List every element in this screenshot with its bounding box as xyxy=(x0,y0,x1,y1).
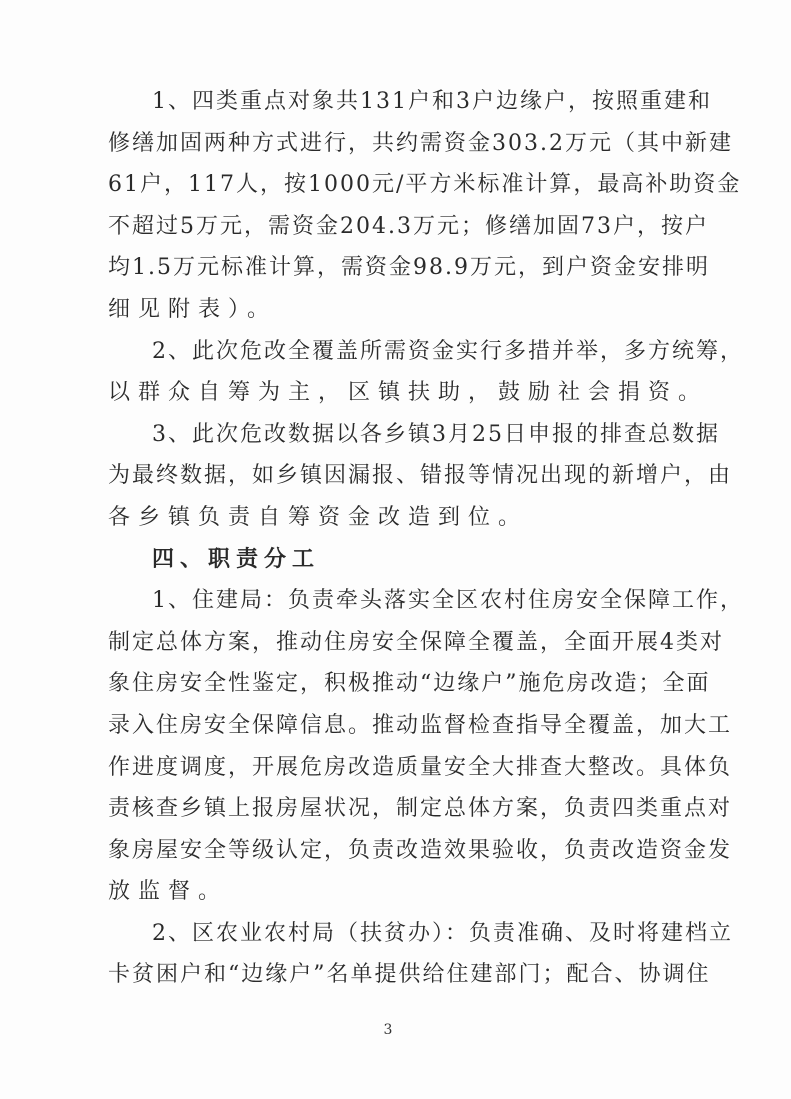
paragraph-line: 2、此次危改全覆盖所需资金实行多措并举，多方统筹， xyxy=(152,338,744,364)
paragraph-line: 细见附表）。 xyxy=(108,296,278,322)
paragraph-line: 61户，117人，按1000元/平方米标准计算，最高补助资金 xyxy=(108,172,742,198)
paragraph-line: 象住房安全性鉴定，积极推动“边缘户”施危房改造；全面 xyxy=(108,671,711,697)
paragraph-line: 象房屋安全等级认定，负责改造效果验收，负责改造资金发 xyxy=(108,837,733,863)
paragraph-line: 2、区农业农村局（扶贫办）：负责准确、及时将建档立 xyxy=(152,920,733,946)
paragraph-line: 不超过5万元，需资金204.3万元；修缮加固73户，按户 xyxy=(108,213,709,239)
paragraph-line: 为最终数据，如乡镇因漏报、错报等情况出现的新增户，由 xyxy=(108,463,733,489)
paragraph-line: 1、住建局：负责牵头落实全区农村住房安全保障工作， xyxy=(152,588,744,614)
paragraph-line: 1、四类重点对象共131户和3户边缘户，按照重建和 xyxy=(152,89,712,114)
paragraph-line: 卡贫困户和“边缘户”名单提供给住建部门；配合、协调住 xyxy=(108,962,711,988)
page-number: 3 xyxy=(383,1022,393,1038)
paragraph-line: 均1.5万元标准计算，需资金98.9万元，到户资金安排明 xyxy=(108,255,710,281)
paragraph-line: 制定总体方案，推动住房安全保障全覆盖，全面开展4类对 xyxy=(108,629,724,655)
paragraph-line: 放监督。 xyxy=(108,879,229,905)
paragraph-line: 责核查乡镇上报房屋状况，制定总体方案，负责四类重点对 xyxy=(108,796,733,822)
section-heading: 四、职责分工 xyxy=(152,545,321,572)
paragraph-line: 修缮加固两种方式进行，共约需资金303.2万元（其中新建 xyxy=(108,130,733,156)
paragraph-line: 以群众自筹为主，区镇扶助，鼓励社会捐资。 xyxy=(108,380,709,406)
paragraph-line: 录入住房安全保障信息。推动监督检查指导全覆盖，加大工 xyxy=(108,712,733,738)
paragraph-line: 3、此次危改数据以各乡镇3月25日申报的排查总数据 xyxy=(152,421,720,447)
paragraph-line: 各乡镇负责自筹资金改造到位。 xyxy=(108,504,529,530)
paragraph-line: 作进度调度，开展危房改造质量安全大排查大整改。具体负 xyxy=(108,754,733,780)
document-body xyxy=(108,81,744,996)
